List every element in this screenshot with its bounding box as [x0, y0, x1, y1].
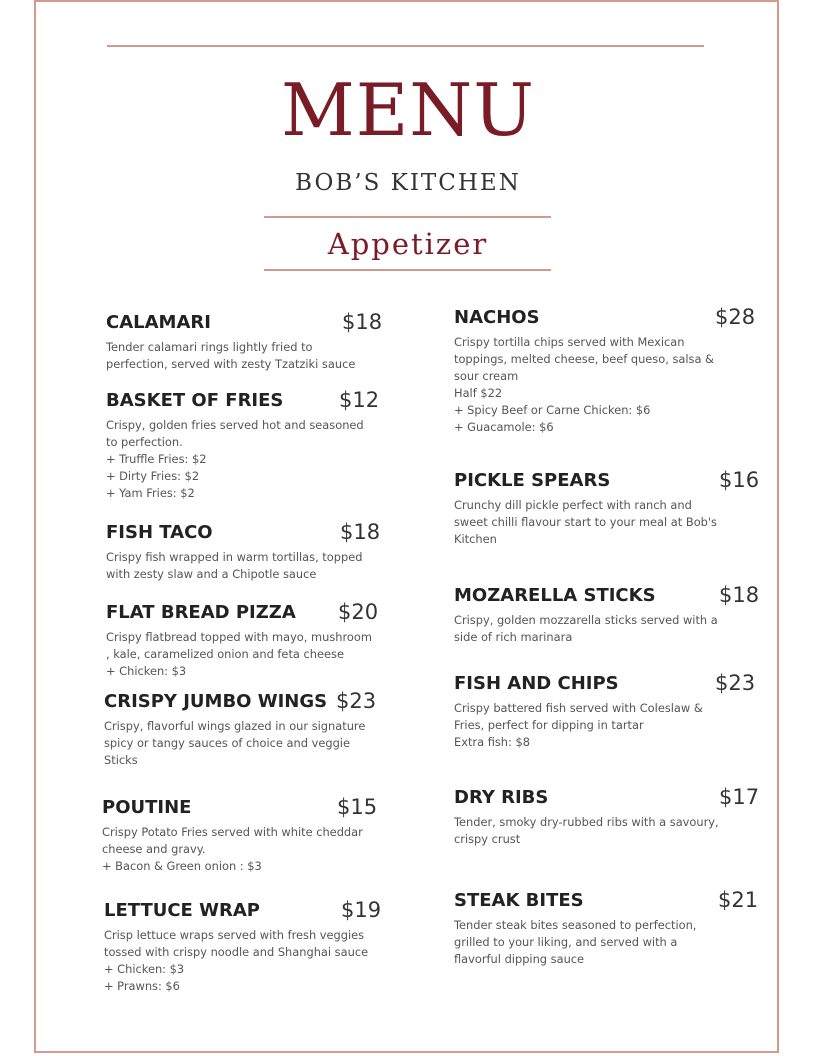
top-divider	[107, 45, 704, 47]
item-description	[454, 334, 714, 436]
description-line: + Chicken: $3	[104, 962, 185, 976]
item-price: $15	[337, 795, 378, 819]
description-line: Crispy fish wrapped in warm tortillas, topped	[106, 550, 363, 564]
item-price: $23	[336, 689, 377, 713]
description-line: + Spicy Beef or Carne Chicken: $6	[454, 403, 651, 417]
item-name: FISH AND CHIPS	[454, 673, 619, 694]
item-name: MOZARELLA STICKS	[454, 585, 656, 606]
description-line: crispy crust	[454, 832, 521, 846]
description-line: Crispy, flavorful wings glazed in our signature	[104, 719, 366, 733]
item-name: FLAT BREAD PIZZA	[106, 602, 296, 623]
restaurant-name: BOB’S KITCHEN	[295, 170, 521, 196]
item-price: $21	[718, 888, 759, 912]
item-name: DRY RIBS	[454, 787, 549, 808]
item-name: PICKLE SPEARS	[454, 470, 611, 491]
description-line: + Truffle Fries: $2	[106, 452, 207, 466]
description-line: Tender, smoky dry-rubbed ribs with a savoury,	[454, 815, 719, 829]
description-line: perfection, served with zesty Tzatziki sauce	[106, 357, 356, 371]
description-line: tossed with crispy noodle and Shanghai sauce	[104, 945, 369, 959]
description-line: + Chicken: $3	[106, 664, 187, 678]
section-title: Appetizer	[327, 227, 489, 261]
description-line: Crunchy dill pickle perfect with ranch and	[454, 498, 692, 512]
description-line: Crispy, golden mozzarella sticks served with a	[454, 613, 718, 627]
item-name: CRISPY JUMBO WINGS	[104, 691, 328, 712]
item-description	[454, 497, 717, 548]
description-line: to perfection.	[106, 435, 183, 449]
description-line: cheese and gravy.	[102, 842, 206, 856]
item-price: $23	[715, 671, 756, 695]
description-line: Crispy battered fish served with Coleslaw &	[454, 701, 703, 715]
description-line: grilled to your liking, and served with a	[454, 935, 678, 949]
item-name: NACHOS	[454, 307, 540, 328]
item-name: LETTUCE WRAP	[104, 900, 260, 921]
description-line: with zesty slaw and a Chipotle sauce	[106, 567, 317, 581]
description-line: Half $22	[454, 386, 503, 400]
description-line: + Dirty Fries: $2	[106, 469, 200, 483]
item-price: $16	[719, 468, 760, 492]
item-price: $20	[338, 600, 379, 624]
item-name: CALAMARI	[106, 312, 211, 333]
item-price: $12	[339, 388, 380, 412]
item-name: BASKET OF FRIES	[106, 390, 284, 411]
description-line: toppings, melted cheese, beef queso, salsa &	[454, 352, 714, 366]
item-description	[454, 612, 718, 646]
description-line: Crispy tortilla chips served with Mexican	[454, 335, 685, 349]
description-line: flavorful dipping sauce	[454, 952, 585, 966]
description-line: + Guacamole: $6	[454, 420, 554, 434]
section-divider-bottom	[264, 269, 551, 271]
description-line: Sticks	[104, 753, 138, 767]
description-line: + Bacon & Green onion : $3	[102, 859, 262, 873]
item-price: $18	[342, 310, 383, 334]
item-price: $28	[715, 305, 756, 329]
description-line: Crispy Potato Fries served with white cheddar	[102, 825, 363, 839]
item-description	[106, 417, 366, 502]
description-line: Crispy flatbread topped with mayo, mushroom	[106, 630, 372, 644]
item-name: POUTINE	[102, 797, 192, 818]
item-name: STEAK BITES	[454, 890, 584, 911]
description-line: Crispy, golden fries served hot and seasoned	[106, 418, 364, 432]
description-line: Tender steak bites seasoned to perfection,	[454, 918, 697, 932]
description-line: Crisp lettuce wraps served with fresh veggies	[104, 928, 365, 942]
item-description	[106, 549, 366, 583]
section-divider-top	[264, 216, 551, 218]
description-line: + Yam Fries: $2	[106, 486, 195, 500]
description-line: , kale, caramelized onion and feta cheese	[106, 647, 344, 661]
description-line: + Prawns: $6	[104, 979, 180, 993]
description-line: Tender calamari rings lightly fried to	[106, 340, 313, 354]
description-line: spicy or tangy sauces of choice and veggie	[104, 736, 350, 750]
item-description	[104, 927, 369, 995]
item-name: FISH TACO	[106, 522, 213, 543]
item-price: $19	[341, 898, 382, 922]
item-price: $18	[719, 583, 760, 607]
item-description	[454, 814, 719, 848]
description-line: sour cream	[454, 369, 519, 383]
item-description	[102, 824, 362, 875]
description-line: Extra fish: $8	[454, 735, 530, 749]
item-price: $17	[719, 785, 760, 809]
description-line: Kitchen	[454, 532, 497, 546]
description-line: sweet chilli flavour start to your meal at Bob's	[454, 515, 717, 529]
item-price: $18	[340, 520, 381, 544]
item-description	[454, 700, 714, 751]
item-description	[104, 718, 364, 769]
description-line: side of rich marinara	[454, 630, 573, 644]
item-description	[106, 339, 366, 373]
item-description	[454, 917, 714, 968]
item-description	[106, 629, 372, 680]
menu-title: MENU	[281, 68, 535, 152]
description-line: Fries, perfect for dipping in tartar	[454, 718, 644, 732]
